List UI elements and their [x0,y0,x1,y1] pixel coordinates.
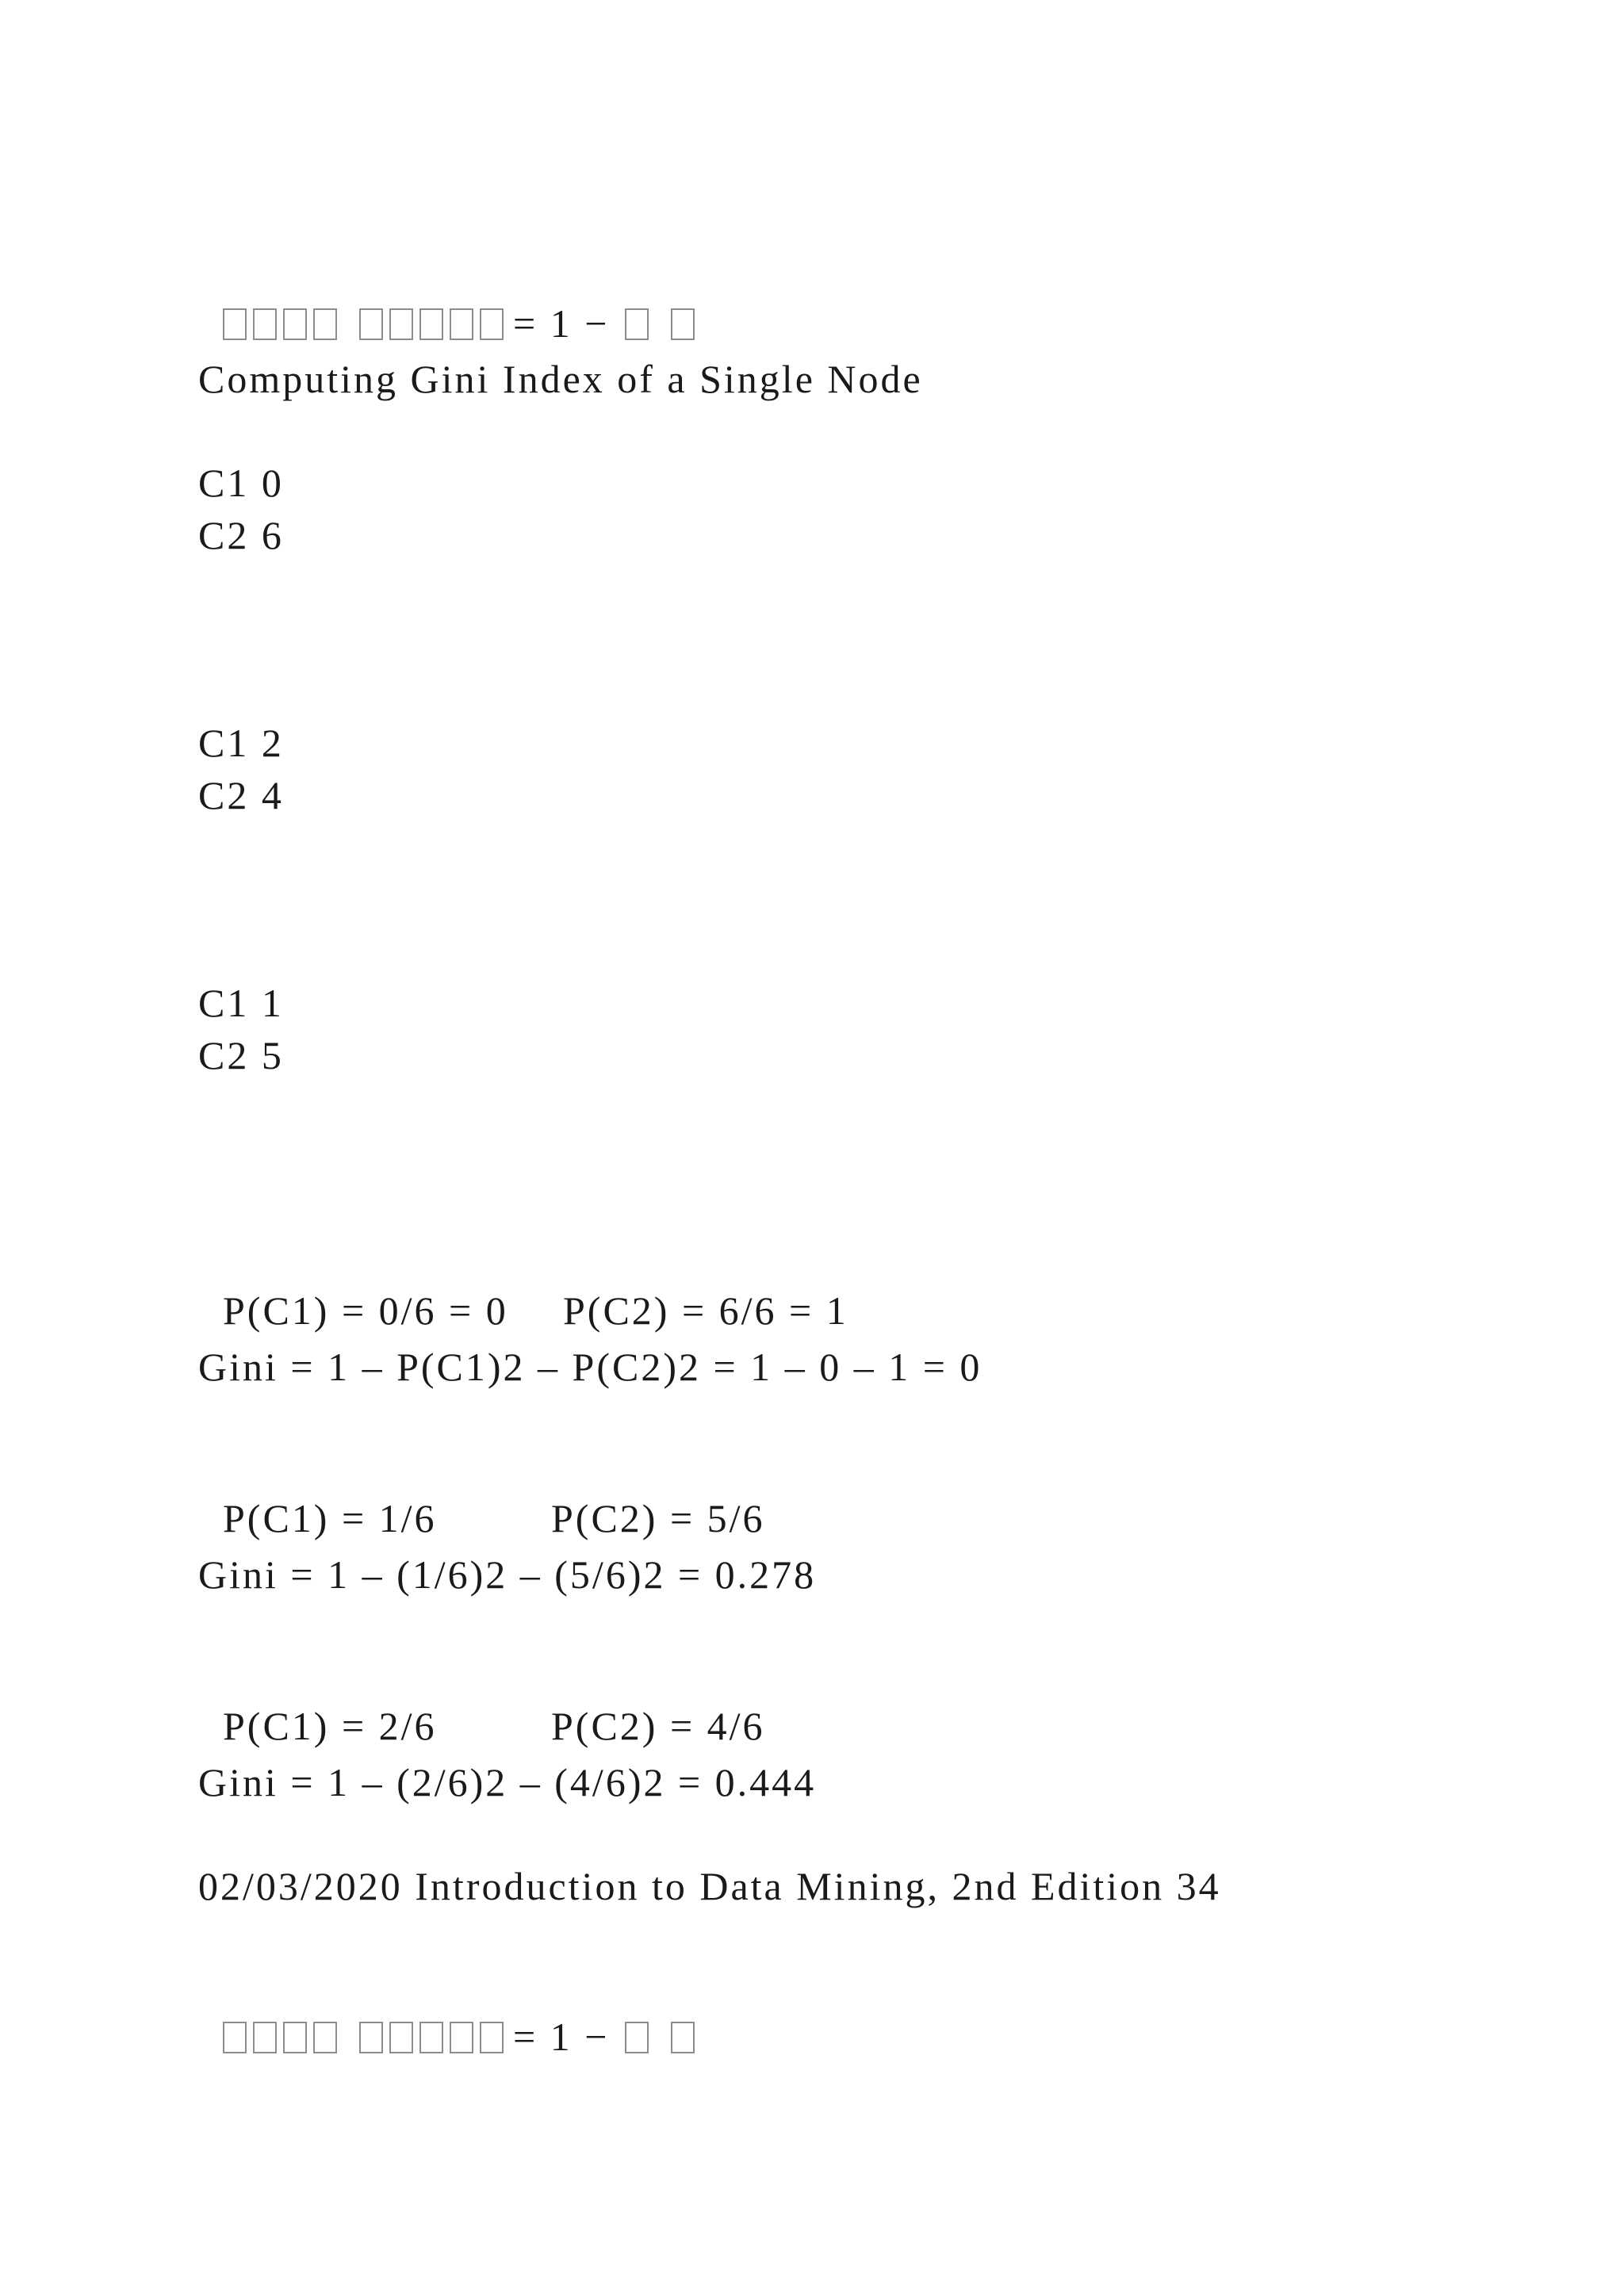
formula-mid-text: = 1 − [513,2015,610,2059]
missing-glyph-icon [283,308,307,340]
node-2-row-c2: C2 4 [198,773,284,817]
probability-line-1 [198,1239,848,1334]
probability-line-2 [198,1447,765,1542]
slide-footer: 02/03/2020 Introduction to Data Mining, 2nd Edition 34 [198,1864,1221,1908]
missing-glyph-icon [223,308,247,340]
p-c1-value: P(C1) = 1/6 [223,1496,437,1540]
node-1-row-c1: C1 0 [198,461,284,505]
missing-glyph-icon [389,2022,413,2053]
probability-line-3 [198,1655,765,1750]
missing-glyph-icon [223,2022,247,2053]
missing-glyph-icon [671,308,695,340]
missing-glyph-icon [283,2022,307,2053]
node-1-row-c2: C2 6 [198,513,284,557]
missing-glyph-icon [419,2022,443,2053]
missing-glyph-icon [313,2022,337,2053]
p-c2-value: P(C2) = 4/6 [551,1704,765,1748]
missing-glyph-icon [480,308,504,340]
missing-glyph-icon [389,308,413,340]
missing-glyph-icon [253,308,277,340]
garbled-formula-bottom [198,1965,701,2061]
node-3-row-c2: C2 5 [198,1033,284,1077]
missing-glyph-icon [625,308,649,340]
gini-line-2: Gini = 1 – (1/6)2 – (5/6)2 = 0.278 [198,1552,817,1597]
p-c1-value: P(C1) = 2/6 [223,1704,437,1748]
p-c1-value: P(C1) = 0/6 = 0 [223,1288,508,1333]
missing-glyph-icon [671,2022,695,2053]
node-2-row-c1: C1 2 [198,721,284,765]
missing-glyph-icon [450,2022,473,2053]
missing-glyph-icon [625,2022,649,2053]
gini-line-1: Gini = 1 – P(C1)2 – P(C2)2 = 1 – 0 – 1 = 0 [198,1345,982,1389]
node-3-row-c1: C1 1 [198,981,284,1025]
missing-glyph-icon [450,308,473,340]
page-title: Computing Gini Index of a Single Node [198,357,923,401]
missing-glyph-icon [313,308,337,340]
formula-mid-text: = 1 − [513,301,610,346]
p-c2-value: P(C2) = 5/6 [551,1496,765,1540]
missing-glyph-icon [419,308,443,340]
p-c2-value: P(C2) = 6/6 = 1 [563,1288,848,1333]
missing-glyph-icon [253,2022,277,2053]
missing-glyph-icon [359,2022,383,2053]
gini-line-3: Gini = 1 – (2/6)2 – (4/6)2 = 0.444 [198,1760,817,1804]
missing-glyph-icon [359,308,383,340]
garbled-formula-top [198,252,701,347]
missing-glyph-icon [480,2022,504,2053]
